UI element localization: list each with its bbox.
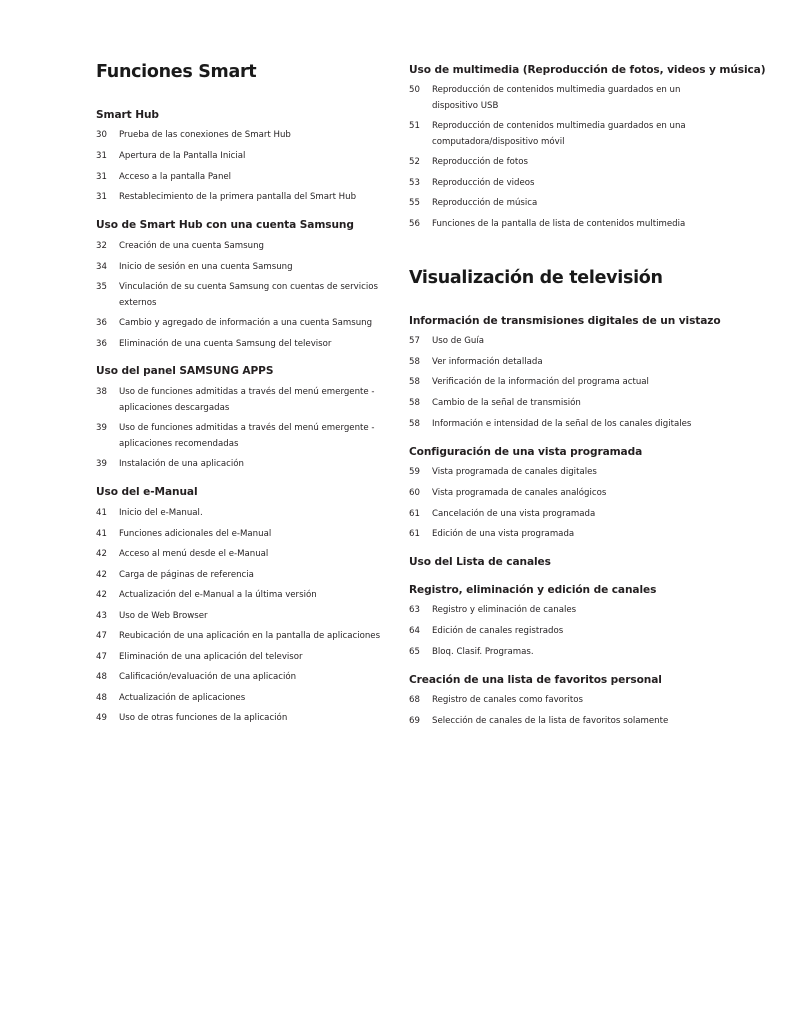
entry-title: Apertura de la Pantalla Inicial xyxy=(119,151,246,161)
toc-entry[interactable] xyxy=(96,711,386,727)
section-title-smart-hub: Smart Hub xyxy=(96,109,159,121)
entry-title: Creación de una cuenta Samsung xyxy=(119,241,265,251)
page-number: 36 xyxy=(96,339,107,349)
page-number: 65 xyxy=(409,647,420,657)
entry-title: Reubicación de una aplicación en la pantalla de aplicaciones xyxy=(119,631,381,641)
entry-title: Reproducción de música xyxy=(432,198,538,208)
entry-title: Uso de Web Browser xyxy=(119,611,208,621)
toc-entry[interactable] xyxy=(409,334,699,350)
toc-entry[interactable] xyxy=(96,691,386,707)
toc-entry[interactable] xyxy=(409,196,699,212)
page-number: 38 xyxy=(96,387,107,397)
toc-entry[interactable] xyxy=(96,457,386,473)
page-number: 39 xyxy=(96,459,107,469)
entry-title: Cambio y agregado de información a una cuenta Samsung xyxy=(119,318,373,328)
page-number: 48 xyxy=(96,693,107,703)
page-number: 47 xyxy=(96,652,107,662)
page-number: 42 xyxy=(96,549,107,559)
toc-entry[interactable] xyxy=(96,547,386,563)
toc-entry[interactable] xyxy=(409,155,699,171)
toc-entry[interactable] xyxy=(96,568,386,584)
page-number: 68 xyxy=(409,695,420,705)
page-number: 51 xyxy=(409,121,420,131)
page-number: 41 xyxy=(96,508,107,518)
section-title-transmisiones-digitales: Información de transmisiones digitales de un vistazo xyxy=(409,315,721,327)
section-title-vista-programada: Configuración de una vista programada xyxy=(409,446,643,458)
entry-title: Calificación/evaluación de una aplicación xyxy=(119,672,297,682)
page-number: 61 xyxy=(409,529,420,539)
section-title-e-manual: Uso del e-Manual xyxy=(96,486,198,498)
section-title-registro-canales: Registro, eliminación y edición de canales xyxy=(409,584,657,596)
page-number: 43 xyxy=(96,611,107,621)
entry-title: Edición de una vista programada xyxy=(432,529,575,539)
page-number: 41 xyxy=(96,529,107,539)
entry-title: Funciones de la pantalla de lista de contenidos multimedia xyxy=(432,219,686,229)
toc-entry[interactable] xyxy=(409,396,699,412)
page-number: 60 xyxy=(409,488,420,498)
page-number: 57 xyxy=(409,336,420,346)
page-number: 58 xyxy=(409,377,420,387)
toc-entry[interactable] xyxy=(409,714,699,730)
page-number: 48 xyxy=(96,672,107,682)
toc-entry[interactable] xyxy=(96,337,386,353)
entry-title: Edición de canales registrados xyxy=(432,626,564,636)
toc-entry[interactable] xyxy=(409,355,699,371)
entry-title: Funciones adicionales del e-Manual xyxy=(119,529,272,539)
toc-entry[interactable] xyxy=(96,506,386,522)
toc-entry[interactable] xyxy=(409,693,699,709)
toc-entry[interactable] xyxy=(409,603,699,619)
toc-entry[interactable] xyxy=(96,670,386,686)
entry-title: Restablecimiento de la primera pantalla del Smart Hub xyxy=(119,192,357,202)
section-title-samsung-apps: Uso del panel SAMSUNG APPS xyxy=(96,365,274,377)
toc-entry[interactable] xyxy=(96,170,386,186)
page-number: 47 xyxy=(96,631,107,641)
toc-entry[interactable] xyxy=(96,239,386,255)
page-number: 31 xyxy=(96,151,107,161)
entry-title: Acceso a la pantalla Panel xyxy=(119,172,232,182)
toc-entry[interactable] xyxy=(96,588,386,604)
page-number: 56 xyxy=(409,219,420,229)
entry-title: Registro y eliminación de canales xyxy=(432,605,577,615)
toc-entry[interactable] xyxy=(96,149,386,165)
page-number: 36 xyxy=(96,318,107,328)
entry-title: Reproducción de videos xyxy=(432,178,535,188)
section-title-lista-canales: Uso del Lista de canales xyxy=(409,556,551,568)
page-number: 58 xyxy=(409,398,420,408)
entry-title: Información e intensidad de la señal de los canales digitales xyxy=(432,419,692,429)
entry-title: Uso de funciones admitidas a través del menú emergente - aplicaciones descargadas xyxy=(119,387,375,413)
page-number: 39 xyxy=(96,423,107,433)
entry-title: Vista programada de canales analógicos xyxy=(432,488,607,498)
page-number: 31 xyxy=(96,192,107,202)
toc-entry[interactable] xyxy=(96,260,386,276)
toc-entry[interactable] xyxy=(409,645,699,661)
entry-title: Bloq. Clasif. Programas. xyxy=(432,647,534,657)
entry-title: Uso de Guía xyxy=(432,336,484,346)
chapter-title-funciones-smart: Funciones Smart xyxy=(96,62,257,82)
entry-title: Selección de canales de la lista de favoritos solamente xyxy=(432,716,669,726)
entry-title: Inicio del e-Manual. xyxy=(119,508,203,518)
section-title-multimedia: Uso de multimedia (Reproducción de fotos, videos y música) xyxy=(409,64,766,76)
chapter-title-visualizacion: Visualización de televisión xyxy=(409,268,663,288)
page-number: 31 xyxy=(96,172,107,182)
entry-title: Instalación de una aplicación xyxy=(119,459,244,469)
entry-title: Vista programada de canales digitales xyxy=(432,467,597,477)
toc-entry[interactable] xyxy=(96,190,386,206)
toc-entry[interactable] xyxy=(409,119,699,150)
page-number: 34 xyxy=(96,262,107,272)
page-number: 32 xyxy=(96,241,107,251)
toc-entry[interactable] xyxy=(409,527,699,543)
entry-title: Acceso al menú desde el e-Manual xyxy=(119,549,269,559)
entry-title: Reproducción de fotos xyxy=(432,157,528,167)
toc-entry[interactable] xyxy=(96,650,386,666)
section-title-favoritos: Creación de una lista de favoritos personal xyxy=(409,674,662,686)
entry-title: Eliminación de una aplicación del televisor xyxy=(119,652,303,662)
page-number: 63 xyxy=(409,605,420,615)
toc-entry[interactable] xyxy=(96,128,386,144)
toc-entry[interactable] xyxy=(409,507,699,523)
entry-title: Uso de funciones admitidas a través del menú emergente - aplicaciones recomendadas xyxy=(119,423,375,449)
page-number: 58 xyxy=(409,419,420,429)
entry-title: Cambio de la señal de transmisión xyxy=(432,398,581,408)
toc-entry[interactable] xyxy=(96,280,386,311)
entry-title: Registro de canales como favoritos xyxy=(432,695,583,705)
toc-entry[interactable] xyxy=(409,417,699,433)
page-number: 42 xyxy=(96,590,107,600)
entry-title: Uso de otras funciones de la aplicación xyxy=(119,713,288,723)
toc-entry[interactable] xyxy=(96,527,386,543)
toc-entry[interactable] xyxy=(96,629,386,645)
page-number: 59 xyxy=(409,467,420,477)
toc-entry[interactable] xyxy=(409,217,699,233)
entry-title: Reproducción de contenidos multimedia guardados en una computadora/dispositivo móvil xyxy=(432,121,686,147)
toc-entry[interactable] xyxy=(409,624,699,640)
page-number: 30 xyxy=(96,130,107,140)
page-number: 52 xyxy=(409,157,420,167)
entry-title: Carga de páginas de referencia xyxy=(119,570,254,580)
entry-title: Prueba de las conexiones de Smart Hub xyxy=(119,130,291,140)
page-number: 61 xyxy=(409,509,420,519)
page-number: 53 xyxy=(409,178,420,188)
page-number: 58 xyxy=(409,357,420,367)
toc-entry[interactable] xyxy=(96,609,386,625)
toc-entry[interactable] xyxy=(409,83,699,114)
page-number: 50 xyxy=(409,85,420,95)
entry-title: Actualización del e-Manual a la última versión xyxy=(119,590,317,600)
entry-title: Ver información detallada xyxy=(432,357,543,367)
toc-entry[interactable] xyxy=(409,375,699,391)
entry-title: Reproducción de contenidos multimedia guardados en un dispositivo USB xyxy=(432,85,681,111)
entry-title: Cancelación de una vista programada xyxy=(432,509,596,519)
toc-entry[interactable] xyxy=(409,486,699,502)
page-number: 55 xyxy=(409,198,420,208)
entry-title: Inicio de sesión en una cuenta Samsung xyxy=(119,262,293,272)
toc-entry[interactable] xyxy=(409,176,699,192)
page-number: 69 xyxy=(409,716,420,726)
toc-entry[interactable] xyxy=(96,421,386,452)
page-number: 42 xyxy=(96,570,107,580)
page-number: 49 xyxy=(96,713,107,723)
entry-title: Verificación de la información del programa actual xyxy=(432,377,649,387)
toc-entry[interactable] xyxy=(96,385,386,416)
entry-title: Actualización de aplicaciones xyxy=(119,693,246,703)
entry-title: Vinculación de su cuenta Samsung con cuentas de servicios externos xyxy=(119,282,378,308)
toc-entry[interactable] xyxy=(409,465,699,481)
page-number: 35 xyxy=(96,282,107,292)
page-number: 64 xyxy=(409,626,420,636)
section-title-cuenta-samsung: Uso de Smart Hub con una cuenta Samsung xyxy=(96,219,354,231)
entry-title: Eliminación de una cuenta Samsung del televisor xyxy=(119,339,332,349)
toc-entry[interactable] xyxy=(96,316,386,332)
